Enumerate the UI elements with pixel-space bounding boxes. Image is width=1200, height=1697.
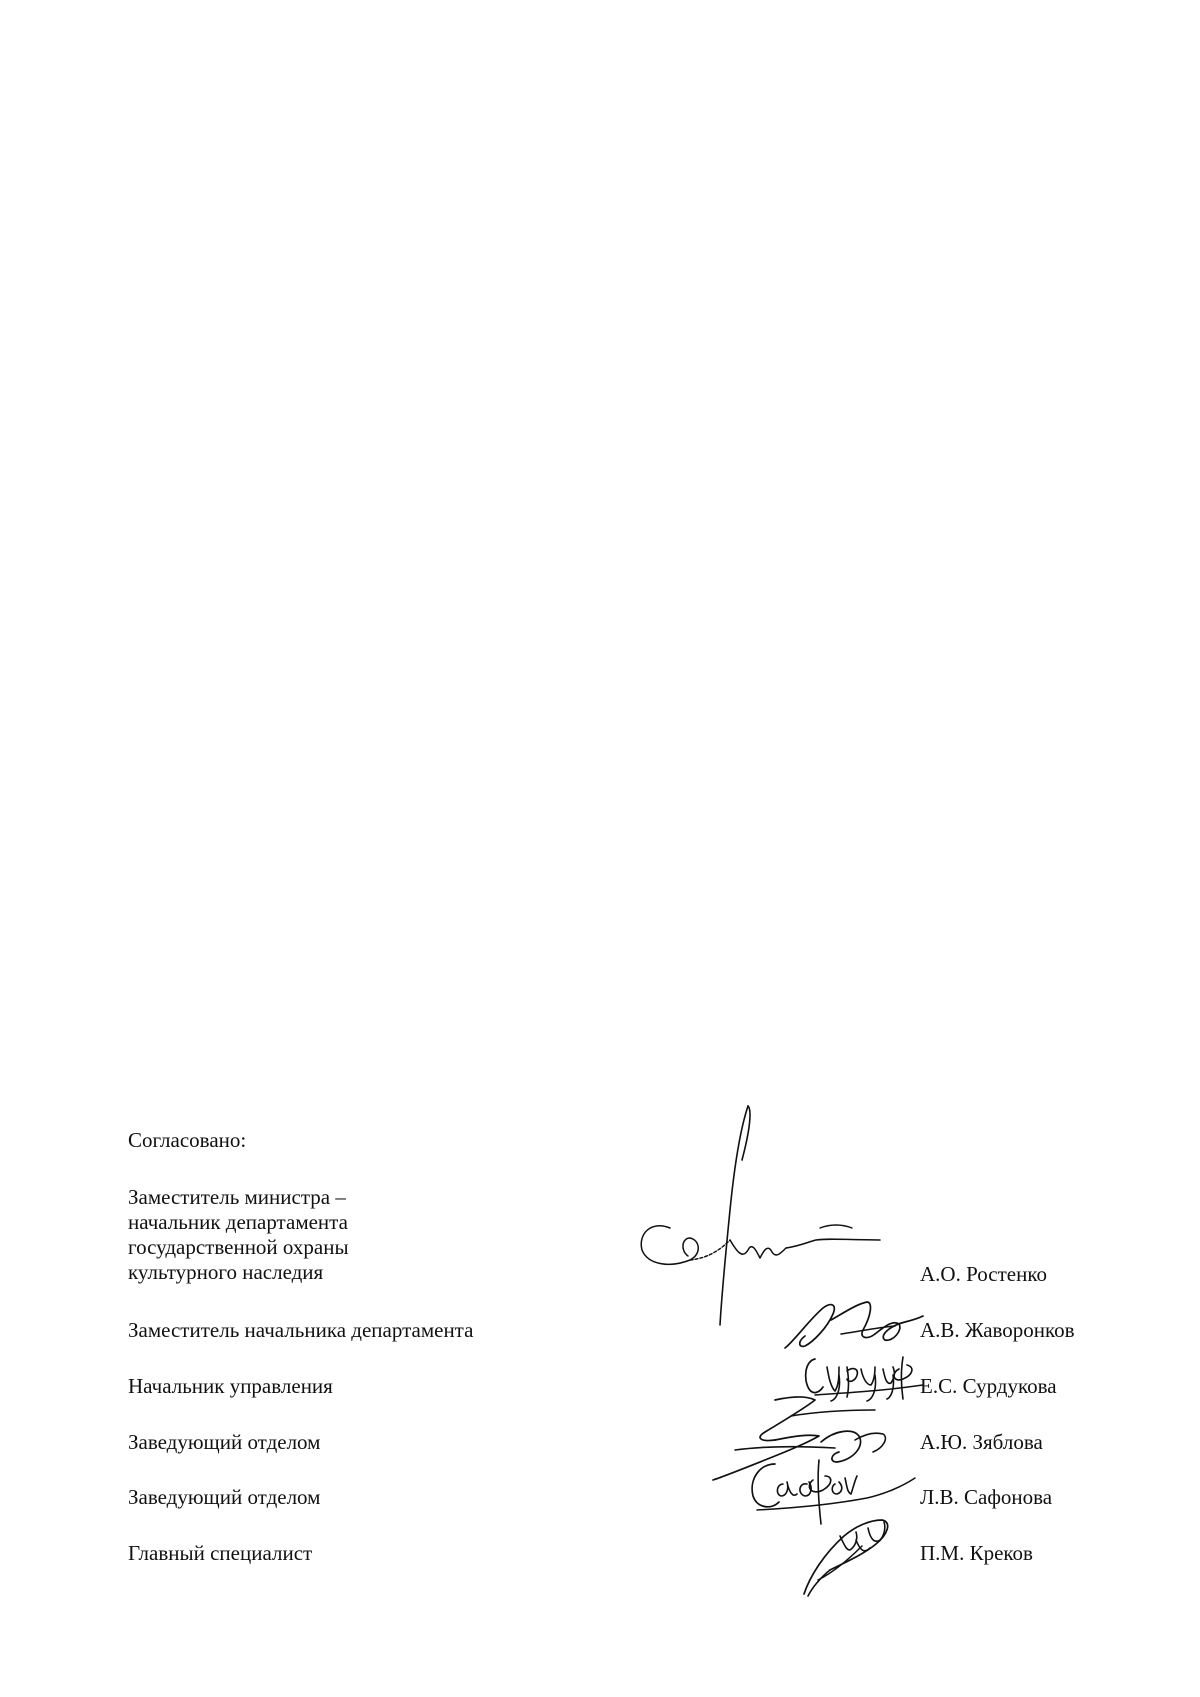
- signatory-2-position: Заместитель начальника департамента: [128, 1318, 474, 1342]
- signatory-3-name: Е.С. Сурдукова: [920, 1374, 1057, 1398]
- signatory-5-position: Заведующий отделом: [128, 1485, 321, 1509]
- signatory-1-position-line-3: государственной охраны: [128, 1235, 349, 1259]
- signatory-1-position-line-1: Заместитель министра –: [128, 1185, 346, 1209]
- signatory-1-position-line-4: культурного наследия: [128, 1260, 324, 1284]
- signatory-1-name: А.О. Ростенко: [920, 1262, 1047, 1286]
- signatory-4-name: А.Ю. Зяблова: [920, 1430, 1043, 1454]
- signatory-3-position: Начальник управления: [128, 1374, 333, 1398]
- signatory-6-name: П.М. Креков: [920, 1541, 1033, 1565]
- signatory-1-position-line-2: начальник департамента: [128, 1210, 348, 1234]
- signatory-2-name: А.В. Жаворонков: [920, 1318, 1075, 1342]
- signatory-4-position: Заведующий отделом: [128, 1430, 321, 1454]
- approval-heading: Согласовано:: [128, 1128, 247, 1152]
- signatory-6-position: Главный специалист: [128, 1541, 313, 1565]
- signature-krekov: [790, 1510, 910, 1600]
- signatory-5-name: Л.В. Сафонова: [920, 1485, 1053, 1509]
